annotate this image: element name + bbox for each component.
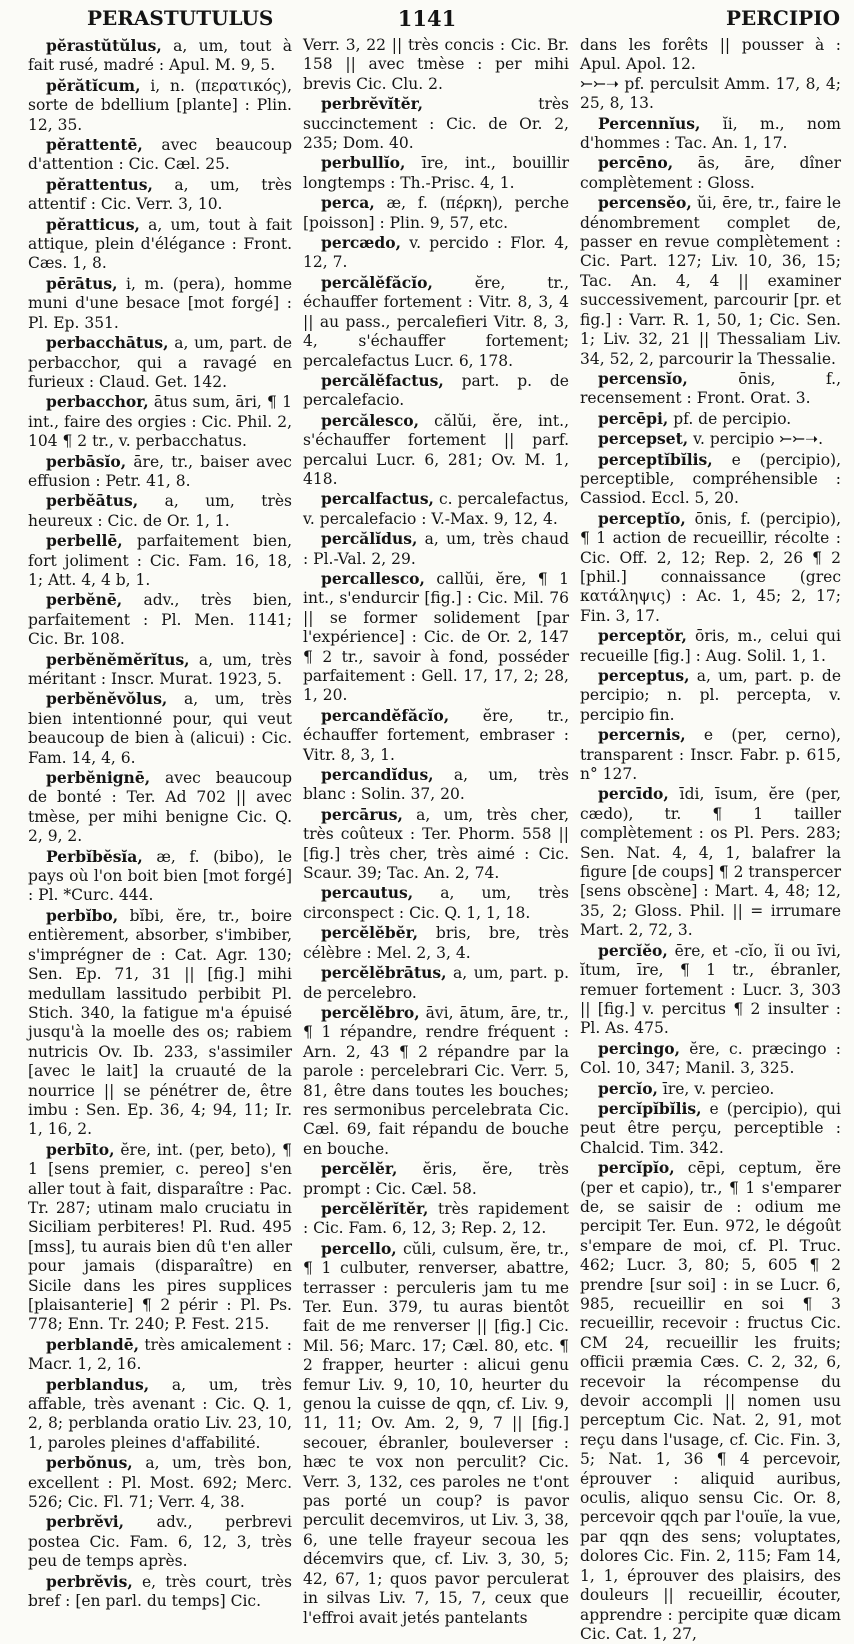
entry-headword: perbrĕvi,	[46, 1512, 125, 1532]
entry-headword: perceptĭo,	[598, 508, 686, 528]
entry-headword: percălĕfactus,	[321, 370, 444, 390]
entry-definition: v. percido : Flor. 4, 12, 7.	[303, 234, 569, 272]
entry-headword: Perbĭbĕsĭa,	[46, 846, 143, 866]
dictionary-entry	[580, 429, 841, 449]
dictionary-entry	[28, 175, 292, 215]
entry-definition: īdi, īsum, ĕre (per, cædo), tr. ¶ 1 tailler complètement : os Pl. Pers. 283; Sen. Nat. 4, 4, 1, balafrer la figure [de coups] ¶ 2 transpercer [sens obscène] : Mart. 4, 48; 12, 35, 2; Gloss. Phil. || = irrumare Mart. 2, 72, 3.	[580, 785, 841, 940]
entry-headword: percĭĕo,	[598, 940, 668, 960]
dictionary-entry	[580, 784, 841, 940]
entry-definition: e (per, cerno), transparent : Inscr. Fabr. p. 615, n° 127.	[580, 726, 841, 784]
entry-definition: īre, int., bouillir longtemps : Th.-Prisc. 4, 1.	[303, 154, 569, 192]
entry-headword: perbacchātus,	[46, 333, 169, 353]
entry-headword: perbellē,	[46, 531, 123, 551]
entry-definition: a, um, part. p. de percipio; n. pl. percepta, v. percipio fin.	[580, 667, 841, 724]
dictionary-entry	[303, 273, 569, 371]
entry-definition: a, um, part. de perbacchor, qui a ravagé en furieux : Claud. Get. 142.	[28, 334, 292, 391]
entry-definition: a, um, très cher, très coûteux : Ter. Phorm. 558 || [fig.] très cher, très aimé : Cic. Scaur. 39; Tac. An. 2, 74.	[303, 805, 569, 883]
dictionary-entry	[303, 805, 569, 884]
entry-headword: percædo,	[321, 233, 401, 253]
dictionary-entry	[580, 409, 841, 429]
entry-definition: ĕre, tr., échauffer fortement, embraser : Vitr. 8, 3, 1.	[303, 706, 569, 764]
dictionary-entry	[28, 1572, 292, 1612]
dictionary-entry	[580, 1099, 841, 1158]
entry-headword: perbĭbo,	[46, 905, 119, 925]
entry-definition: a, um, très heureux : Cic. de Or. 1, 1.	[28, 492, 292, 530]
entry-headword: percălĭdus,	[321, 529, 418, 549]
entry-headword: percārus,	[321, 804, 403, 824]
dictionary-entry	[580, 153, 841, 193]
entry-headword: percĕlĕbrātus,	[321, 963, 447, 983]
entry-headword: pĕrastŭtŭlus,	[46, 36, 162, 55]
dictionary-entry	[28, 1140, 292, 1335]
entry-definition: ōnis, f. (percipio), ¶ 1 action de recueillir, récolte : Cic. Off. 2, 12; Rep. 2, 26 ¶ 2 [phil.] connaissance (grec κατάληψις) : Ac. 1, 45; 2, 17; Fin. 3, 17.	[580, 509, 841, 625]
entry-definition: a, um, très bien intentionné pour, qui veut beaucoup de bien à (alicui) : Cic. Fam. 14, 4, 6.	[28, 690, 292, 767]
entry-definition: a, um, très blanc : Solin. 37, 20.	[303, 766, 569, 804]
entry-headword: percĕlĕr,	[321, 1159, 398, 1179]
dictionary-entry	[580, 36, 841, 75]
entry-definition: avec beaucoup d'attention : Cic. Cæl. 25.	[28, 136, 292, 174]
entry-headword: pĕrattentus,	[46, 174, 153, 194]
dictionary-entry	[303, 411, 569, 490]
entry-headword: perbrĕvis,	[46, 1571, 133, 1591]
entry-definition: ōris, m., celui qui recueille [fig.] : Aug. Solil. 1, 1.	[580, 627, 841, 665]
entry-headword: perblandus,	[46, 1374, 150, 1394]
dictionary-entry	[580, 369, 841, 409]
entry-definition: ās, āre, dîner complètement : Gloss.	[580, 154, 841, 192]
dictionary-entry	[580, 450, 841, 509]
entry-definition: a, um, très affable, très avenant : Cic. Q. 1, 2, 8; perblanda oratio Liv. 23, 10, 1, paroles pleines d'affabilité.	[28, 1375, 292, 1452]
dictionary-entry	[303, 963, 569, 1003]
dictionary-entry	[28, 452, 292, 492]
entry-definition: bris, bre, très célèbre : Mel. 2, 3, 4.	[303, 924, 569, 962]
entry-headword: perbŏnus,	[46, 1453, 133, 1473]
entry-definition: bĭbi, ĕre, tr., boire entièrement, absorber, s'imbiber, s'imprégner de : Cat. Agr. 130; Sen. Ep. 71, 31 || [fig.] mihi medullam lassitudo perbibit Pl. Stich. 340, la fatigue m'a épuisé jusqu'à la moelle des os; rabiem nutricis Ov. Ib. 233, s'assimiler [avec le lait] la cruauté de la nourrice || se pénétrer de, être imbu : Sen. Ep. 36, 4; 94, 11; Ir. 1, 16, 2.	[28, 906, 292, 1139]
entry-headword: percĭpĭo,	[598, 1158, 675, 1178]
entry-headword: perceptŏr,	[598, 626, 687, 646]
entry-definition: pf. de percipio.	[668, 409, 792, 428]
entry-definition: ŭi, ēre, tr., faire le dénombrement complet de, passer en revue complètement : Cic. Part. 127; Liv. 10, 36, 15; Tac. An. 4, 4 || examiner successivement, parcourir [pr. et fig.] : Varr. R. 1, 50, 1; Cic. Sen. 1; Liv. 32, 21 || Thessaliam Liv. 34, 52, 2, parcourir la Thessalie.	[580, 194, 841, 368]
entry-definition: ātus sum, āri, ¶ 1 int., faire des orgies : Cic. Phil. 2, 104 ¶ 2 tr., v. perbacchatus.	[28, 393, 292, 451]
entry-headword: percernis,	[598, 725, 686, 745]
dictionary-entry	[28, 76, 292, 135]
entry-headword: perbĕātus,	[46, 491, 139, 511]
entry-definition: ōnis, f., recensement : Front. Orat. 3.	[580, 369, 841, 408]
entry-headword: percĕlĕbro,	[321, 1002, 420, 1022]
dictionary-entry	[303, 94, 569, 153]
dictionary-entry	[28, 689, 292, 768]
dictionary-entry	[303, 569, 569, 706]
entry-definition: a, um, très attentif : Cic. Verr. 3, 10.	[28, 175, 292, 214]
entry-definition: adv., perbrevi postea Cic. Fam. 6, 12, 3, très peu de temps après.	[28, 1513, 292, 1571]
entry-headword: perbullĭo,	[321, 153, 406, 173]
entry-definition: ĕre, tr., échauffer fortement : Vitr. 8, 3, 4 || au pass., percalefieri Vitr. 8, 3, 4, s'échauffer fortement; percalefactus Lucr. 6, 178.	[303, 273, 569, 370]
entry-headword: pĕrattentē,	[46, 135, 143, 155]
entry-definition: e, très court, très bref : [en parl. du temps] Cic.	[28, 1572, 292, 1611]
entry-headword: perbĕnignē,	[46, 768, 151, 788]
entry-definition: e (percipio), perceptible, compréhensible : Cassiod. Eccl. 5, 20.	[580, 450, 841, 508]
entry-headword: percandĕfăcĭo,	[321, 705, 450, 725]
entry-headword: pērātus,	[46, 273, 118, 293]
entry-headword: perbĕnĕmĕrĭtus,	[46, 649, 190, 669]
dictionary-entry	[303, 36, 569, 94]
entry-definition: ēre, et -cĭo, ĭi ou īvi, ĭtum, īre, ¶ 1 tr., ébranler, remuer fortement : Lucr. 3, 303 || [fig.] v. percitus ¶ 2 insulter : Pl. As. 475.	[580, 941, 841, 1038]
entry-headword: percĕlĕrĭtĕr,	[321, 1198, 429, 1218]
dictionary-entry	[28, 135, 292, 175]
entry-definition: a, um, très circonspect : Cic. Q. 1, 1, 18.	[303, 884, 569, 922]
column-3	[580, 36, 841, 1643]
dictionary-entry	[580, 666, 841, 725]
dictionary-entry	[28, 1453, 292, 1512]
entry-definition: a, um, très chaud : Pl.-Val. 2, 29.	[303, 530, 569, 568]
entry-definition: i, n. (περατικός), sorte de bdellium [plante] : Plin. 12, 35.	[28, 76, 292, 134]
entry-headword: percensĕo,	[598, 193, 692, 213]
entry-headword: percēpi,	[598, 408, 669, 428]
entry-headword: percĕlĕbĕr,	[321, 923, 419, 943]
dictionary-entry	[580, 941, 841, 1039]
entry-headword: pĕratticus,	[46, 214, 140, 234]
entry-definition: ⤚⤚➝ pf. perculsit Amm. 17, 8, 4; 25, 8, 13.	[580, 74, 841, 113]
entry-definition: très amicalement : Macr. 1, 2, 16.	[28, 1335, 292, 1374]
dictionary-entry	[28, 1375, 292, 1454]
dictionary-entry	[580, 626, 841, 666]
dictionary-entry	[28, 392, 292, 451]
dictionary-entry	[28, 531, 292, 590]
entry-definition: ĕre, c. præcingo : Col. 10, 347; Manil. 3, 325.	[580, 1039, 841, 1078]
entry-headword: percălesco,	[321, 410, 419, 430]
dictionary-entry	[303, 1003, 569, 1159]
entry-headword: percautus,	[321, 883, 414, 903]
dictionary-entry	[28, 333, 292, 392]
running-header	[0, 0, 854, 38]
dictionary-entry	[303, 706, 569, 765]
entry-definition: dans les forêts || pousser à : Apul. Apol. 12.	[580, 36, 841, 74]
entry-headword: percingo,	[598, 1038, 681, 1058]
entry-headword: percandĭdus,	[321, 765, 434, 785]
dictionary-entry	[580, 1039, 841, 1079]
entry-headword: Percennĭus,	[598, 113, 701, 133]
entry-definition: très succinctement : Cic. de Or. 2, 235; Dom. 40.	[303, 95, 569, 153]
entry-headword: perbrĕvĭtĕr,	[321, 94, 424, 114]
entry-definition: āre, tr., baiser avec effusion : Petr. 41, 8.	[28, 452, 292, 490]
dictionary-entry	[28, 274, 292, 333]
dictionary-entry	[580, 1158, 841, 1644]
dictionary-entry	[28, 650, 292, 690]
dictionary-entry	[303, 1159, 569, 1199]
entry-definition: adv., très bien, parfaitement : Pl. Men. 1141; Cic. Br. 108.	[28, 591, 292, 649]
entry-headword: perblandē,	[46, 1334, 139, 1354]
entry-definition: e (percipio), qui peut être perçu, perceptible : Chalcid. Tim. 342.	[580, 1099, 841, 1157]
entry-definition: très rapidement : Cic. Fam. 6, 12, 3; Rep. 2, 12.	[303, 1199, 569, 1238]
entry-definition: cēpi, ceptum, ĕre (per et capio), tr., ¶ 1 s'emparer de, se saisir de : odium me percipit Ter. Eun. 972, le dégoût s'empare de moi, cf. Pl. Truc. 462; Lucr. 3, 80; 5, 605 ¶ 2 prendre [sur soi] : in se Lucr. 6, 985, recueillir en soi ¶ 3 recueillir, recevoir : fructus Cic. CM 24, recueillir les fruits; officii præmia Cæs. C. 2, 32, 6, recevoir la récompense du devoir accompli || nomen usu perceptum Cic. Nat. 2, 91, mot reçu dans l'usage, cf. Cic. Fin. 3, 5; Nat. 1, 36 ¶ 4 percevoir, éprouver : aliquid auribus, oculis, aliquo sensu Cic. Or. 8, percevoir qqch par l'ouïe, la vue, par qqn des sens; voluptates, dolores Cic. Fin. 2, 115; Fam 14, 1, 1, éprouver des plaisirs, des douleurs || recueillir, écouter, apprendre : percipite quæ dicam Cic. Cat. 1, 27,	[580, 1159, 841, 1643]
entry-headword: percello,	[321, 1238, 397, 1258]
entry-definition: æ, f. (πέρκη), perche [poisson] : Plin. 9, 57, etc.	[303, 194, 569, 232]
entry-headword: percepset,	[598, 429, 689, 449]
entry-headword: percĭpĭbĭlis,	[598, 1098, 702, 1118]
entry-headword: perbīto,	[46, 1139, 115, 1159]
entry-definition: călŭi, ĕre, int., s'échauffer fortement || parf. percalui Lucr. 6, 281; Ov. M. 1, 418.	[303, 411, 569, 488]
entry-definition: c. percalefactus, v. percalefacio : V.-Max. 9, 12, 4.	[303, 490, 569, 528]
dictionary-entry	[580, 114, 841, 154]
entry-headword: perbāsĭo,	[46, 451, 127, 471]
dictionary-entry	[303, 765, 569, 805]
entry-definition: parfaitement bien, fort joliment : Cic. Fam. 16, 18, 1; Att. 4, 4 b, 1.	[28, 532, 292, 589]
entry-headword: percēno,	[598, 153, 674, 173]
dictionary-entry	[28, 590, 292, 649]
entry-definition: īre, v. percieo.	[657, 1079, 775, 1098]
entry-headword: perbĕnĕvŏlus,	[46, 689, 168, 709]
entry-definition: v. percipio ⤚⤚➝.	[688, 430, 824, 449]
dictionary-entry	[303, 153, 569, 193]
dictionary-entry	[303, 529, 569, 569]
entry-definition: ĕre, int. (per, beto), ¶ 1 [sens premier, c. pereo] s'en aller tout à fait, disparaître : Pac. Tr. 287; utinam malo cruciatu in Siciliam perbiteres! Pl. Rud. 495 [mss], tu aurais bien dû t'en aller pour jamais (disparaître) en Sicile dans les pires supplices [plaisanterie] ¶ 2 périr : Pl. Ps. 778; Enn. Tr. 240; P. Fest. 215.	[28, 1140, 292, 1334]
dictionary-entry	[580, 75, 841, 114]
entry-headword: percĭo,	[598, 1078, 658, 1098]
dictionary-entry	[303, 233, 569, 273]
entry-definition: ĭi, m., nom d'hommes : Tac. An. 1, 17.	[580, 114, 841, 153]
entry-definition: a, um, très bon, excellent : Pl. Most. 692; Merc. 526; Cic. Fl. 71; Verr. 4, 38.	[28, 1454, 292, 1512]
column-1	[28, 36, 292, 1611]
entry-definition: a, um, très méritant : Inscr. Murat. 1923, 5.	[28, 650, 292, 688]
dictionary-entry	[28, 1512, 292, 1571]
entry-headword: pĕrătĭcum,	[46, 75, 141, 95]
entry-definition: a, um, tout à fait attique, plein d'élégance : Front. Cæs. 1, 8.	[28, 215, 292, 273]
dictionary-entry	[303, 1199, 569, 1239]
entry-headword: perca,	[321, 193, 375, 213]
page-number: 1141	[397, 6, 457, 31]
entry-headword: percensĭo,	[598, 368, 688, 388]
dictionary-entry	[28, 906, 292, 1140]
entry-definition: ĕris, ĕre, très prompt : Cic. Cæl. 58.	[303, 1160, 569, 1198]
entry-headword: perceptĭbĭlis,	[598, 449, 713, 469]
dictionary-entry	[28, 491, 292, 531]
dictionary-entry	[28, 215, 292, 274]
header-left-guide-word: PERASTUTULUS	[87, 6, 274, 30]
entry-headword: percălĕfăcĭo,	[321, 272, 433, 292]
entry-definition: a, um, part. p. de percelebro.	[303, 964, 569, 1002]
dictionary-entry	[303, 489, 569, 529]
dictionary-entry	[303, 883, 569, 923]
dictionary-entry	[303, 923, 569, 963]
column-2	[303, 36, 569, 1627]
entry-definition: æ, f. (bibo), le pays où l'on boit bien [mot forgé] : Pl. *Curc. 444.	[28, 847, 292, 905]
dictionary-entry	[303, 193, 569, 233]
entry-headword: perbĕnē,	[46, 590, 123, 610]
dictionary-entry	[580, 509, 841, 626]
entry-definition: callŭi, ĕre, ¶ 1 int., s'endurcir [fig.] : Cic. Mil. 76 || se former solidement [par l'expérience] : Cic. de Or. 2, 147 ¶ 2 tr., savoir à fond, posséder parfaitement : Gell. 17, 17, 2; 28, 1, 20.	[303, 569, 569, 705]
entry-definition: Verr. 3, 22 || très concis : Cic. Br. 158 || avec tmèse : per mihi brevis Cic. Clu. 2.	[303, 36, 569, 93]
entry-definition: avec beaucoup de bonté : Ter. Ad 702 || avec tmèse, per mihi benigne Cic. Q. 2, 9, 2.	[28, 769, 292, 846]
dictionary-entry	[28, 36, 292, 76]
entry-headword: percallesco,	[321, 568, 425, 588]
entry-headword: percīdo,	[598, 784, 669, 804]
dictionary-entry	[303, 371, 569, 411]
entry-headword: percalfactus,	[321, 489, 434, 509]
entry-headword: perceptus,	[598, 666, 690, 685]
dictionary-entry	[580, 725, 841, 784]
dictionary-entry	[28, 768, 292, 847]
entry-definition: cŭli, culsum, ĕre, tr., ¶ 1 culbuter, renverser, abattre, terrasser : perculeris jam tu me Ter. Eun. 379, tu auras bientôt fait de me renverser || [fig.] Cic. Mil. 56; Marc. 17; Cæl. 80, etc. ¶ 2 frapper, heurter : alicui genu femur Liv. 9, 10, 10, heurter du genou la cuisse de qqn, cf. Liv. 9, 11, 11; Ov. Am. 2, 9, 7 || [fig.] secouer, ébranler, bouleverser : hæc te vox non perculit? Cic. Verr. 3, 132, ces paroles ne t'ont pas porté un coup? is pavor perculit decemviros, ut Liv. 3, 38, 6, une telle frayeur secoua les décemvirs que, cf. Liv. 3, 30, 5; 42, 67, 1; quos pavor perculerat in silvas Liv. 7, 15, 7, ceux que l'effroi avait jetés pantelants	[303, 1239, 569, 1627]
entry-definition: āvi, ātum, āre, tr., ¶ 1 répandre, rendre fréquent : Arn. 2, 43 ¶ 2 répandre par la parole : percelebrari Cic. Verr. 5, 81, être dans toutes les bouches; res sermonibus percelebrata Cic. Cæl. 69, fait répandu de bouche en bouche.	[303, 1003, 569, 1158]
entry-definition: a, um, tout à fait rusé, madré : Apul. M. 9, 5.	[28, 37, 292, 75]
dictionary-entry	[580, 193, 841, 369]
dictionary-entry	[303, 1239, 569, 1628]
dictionary-entry	[28, 847, 292, 906]
entry-definition: i, m. (pera), homme muni d'une besace [mot forgé] : Pl. Ep. 351.	[28, 274, 292, 332]
entry-definition: part. p. de percalefacio.	[303, 371, 569, 410]
dictionary-entry	[28, 1335, 292, 1375]
header-right-guide-word: PERCIPIO	[726, 6, 840, 30]
entry-headword: perbacchor,	[46, 392, 149, 412]
dictionary-entry	[580, 1079, 841, 1099]
